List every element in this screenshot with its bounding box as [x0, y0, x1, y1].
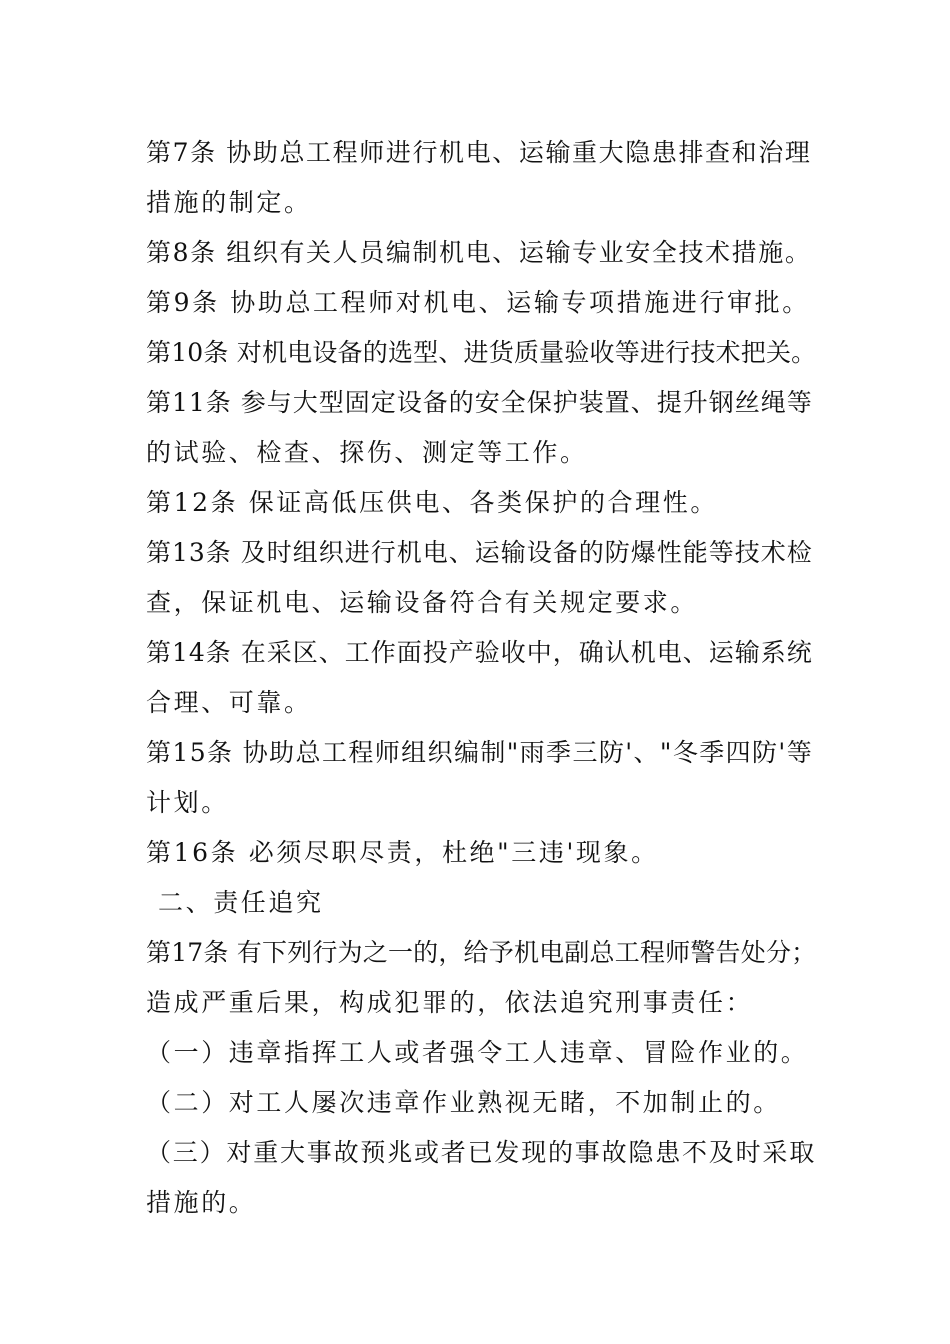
- clause-3-line-1: （三）对重大事故预兆或者已发现的事故隐患不及时采取: [146, 1138, 816, 1167]
- section-heading-responsibility: 二、责任追究: [158, 888, 324, 917]
- article-15-line-2: 计划。: [146, 788, 229, 817]
- article-17-line-2: 造成严重后果，构成犯罪的，依法追究刑事责任：: [146, 988, 754, 1017]
- article-10: 第10条 对机电设备的选型、进货质量验收等进行技术把关。: [146, 338, 816, 367]
- article-7-line-1: 第7条 协助总工程师进行机电、运输重大隐患排查和治理: [146, 138, 812, 167]
- article-16: 第16条 必须尽职尽责，杜绝"三违'现象。: [146, 838, 659, 867]
- article-15-line-1: 第15条 协助总工程师组织编制"雨季三防'、"冬季四防'等: [146, 738, 814, 767]
- article-8: 第8条 组织有关人员编制机电、运输专业安全技术措施。: [146, 238, 812, 267]
- article-12: 第12条 保证高低压供电、各类保护的合理性。: [146, 488, 718, 517]
- article-17-line-1: 第17条 有下列行为之一的，给予机电副总工程师警告处分；: [146, 938, 816, 967]
- article-11-line-1: 第11条 参与大型固定设备的安全保护装置、提升钢丝绳等: [146, 388, 813, 417]
- article-14-line-1: 第14条 在采区、工作面投产验收中，确认机电、运输系统: [146, 638, 813, 667]
- article-11-line-2: 的试验、检查、探伤、测定等工作。: [146, 438, 588, 467]
- article-14-line-2: 合理、可靠。: [146, 688, 312, 717]
- document-body: [146, 128, 816, 1228]
- article-13-line-2: 查，保证机电、运输设备符合有关规定要求。: [146, 588, 699, 617]
- article-13-line-1: 第13条 及时组织进行机电、运输设备的防爆性能等技术检: [146, 538, 813, 567]
- article-9: 第9条 协助总工程师对机电、运输专项措施进行审批。: [146, 288, 810, 317]
- article-7-line-2: 措施的制定。: [146, 188, 312, 217]
- clause-3-line-2: 措施的。: [146, 1188, 257, 1217]
- clause-1: （一）违章指挥工人或者强令工人违章、冒险作业的。: [146, 1038, 809, 1067]
- clause-2: （二）对工人屡次违章作业熟视无睹，不加制止的。: [146, 1088, 781, 1117]
